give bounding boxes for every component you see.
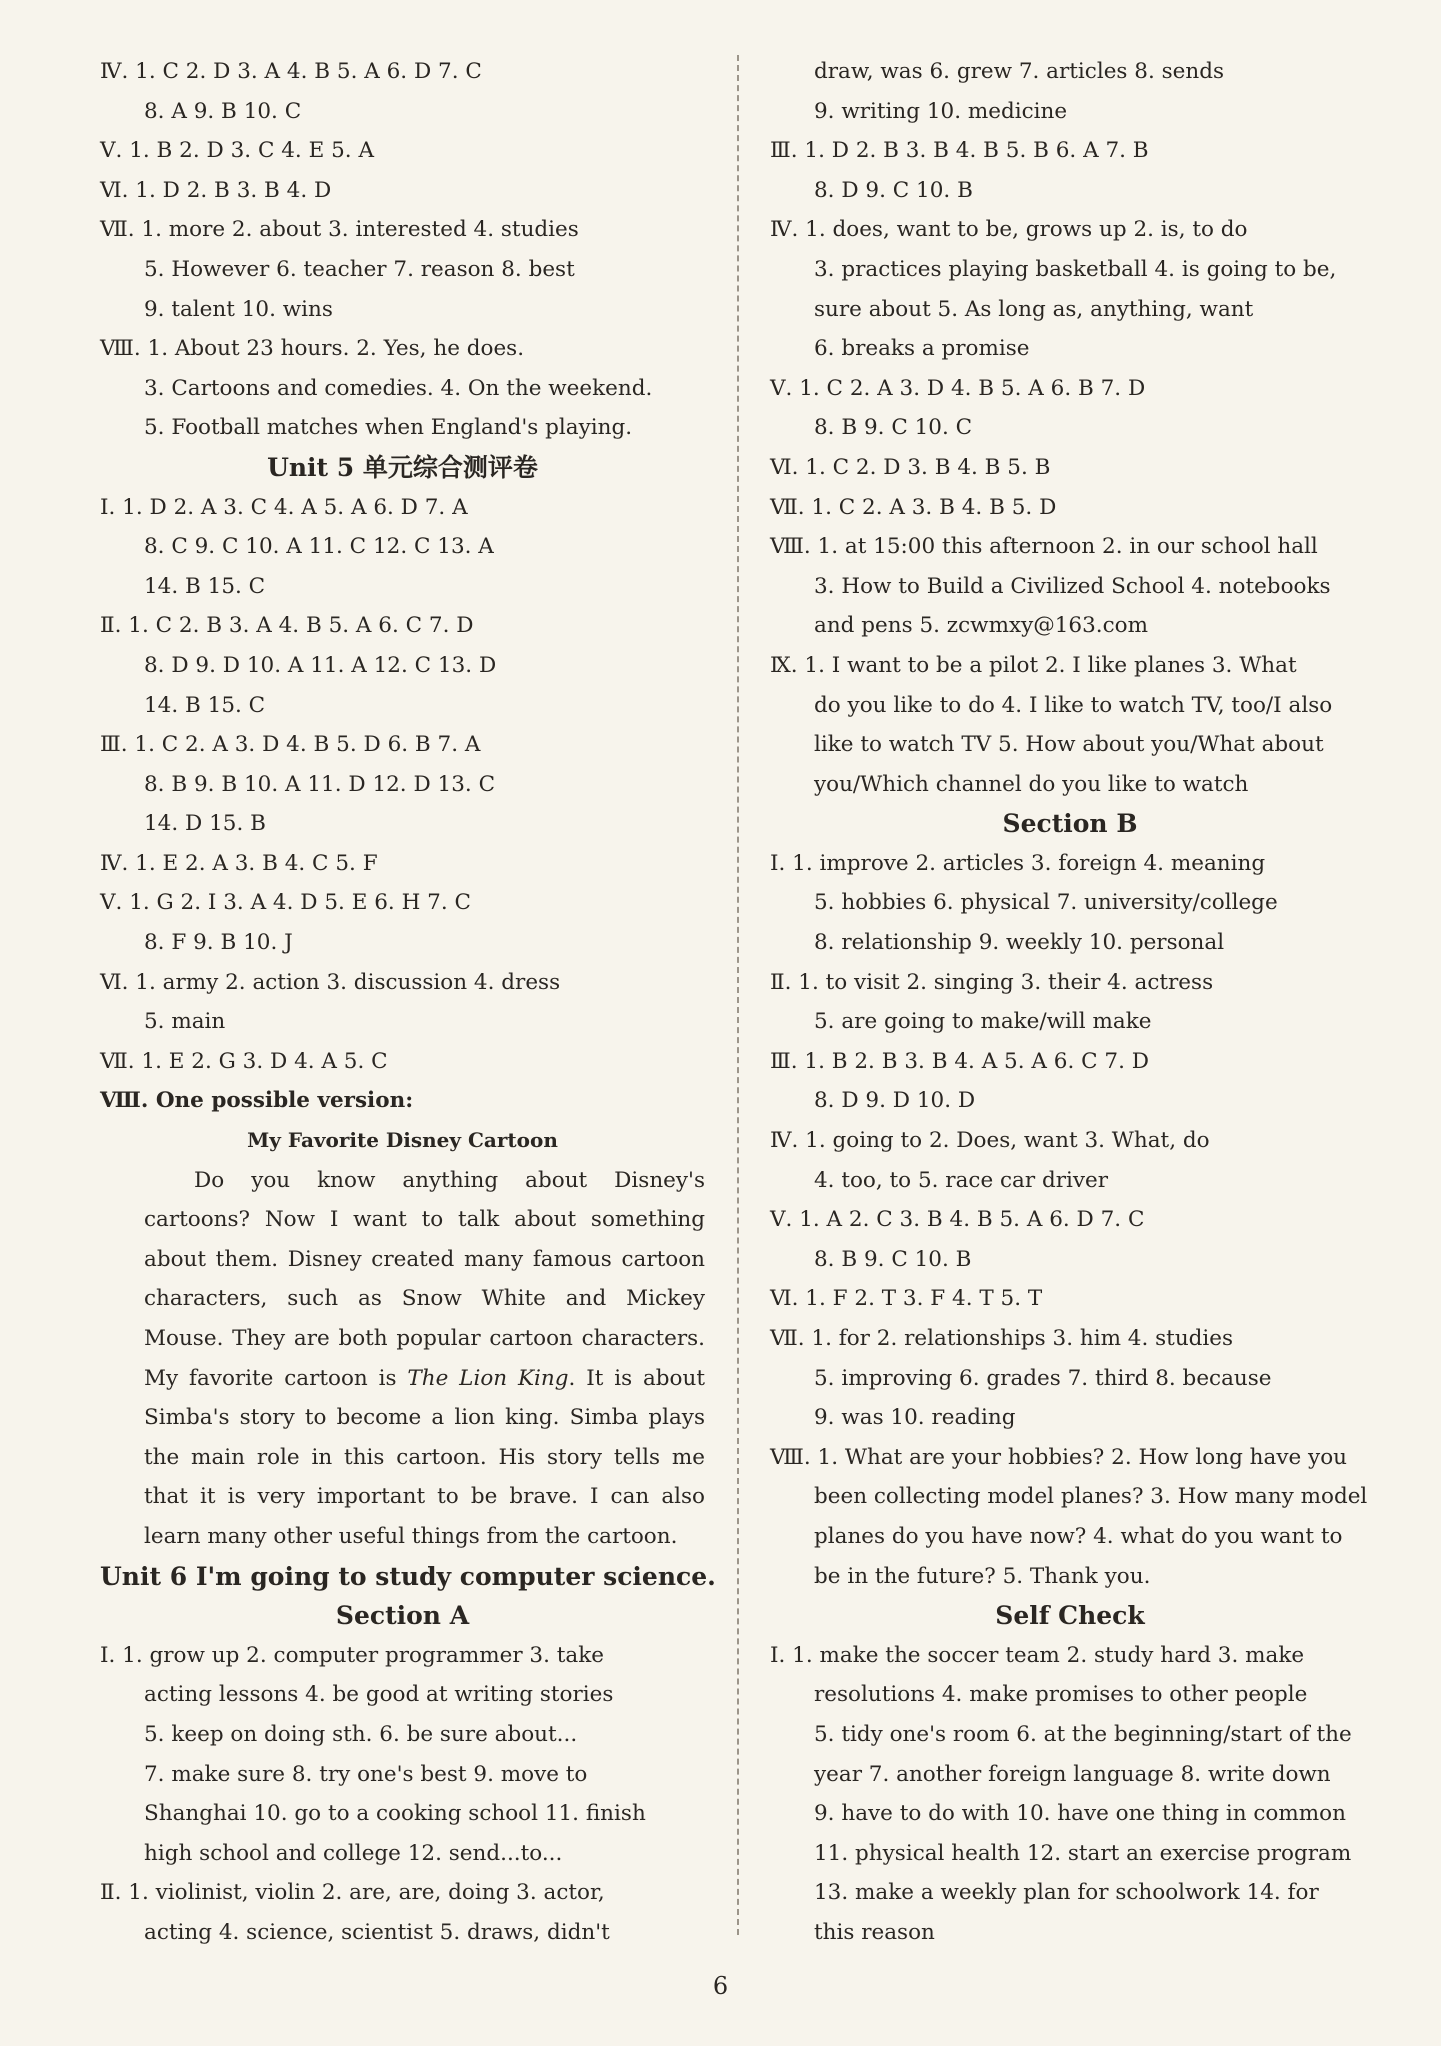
answer-line: Ⅳ. 1. C 2. D 3. A 4. B 5. A 6. D 7. C [100, 59, 482, 84]
left-column [100, 52, 716, 1953]
answer-line: Ⅲ. 1. B 2. B 3. B 4. A 5. A 6. C 7. D [770, 1048, 1149, 1074]
answer-line: 14. D 15. B [144, 811, 266, 837]
answer-line: 8. D 9. D 10. A 11. A 12. C 13. D [144, 652, 497, 678]
answer-line: Ⅵ. 1. D 2. B 3. B 4. D [100, 177, 332, 203]
answer-line: 5. improving 6. grades 7. third 8. because [814, 1365, 1272, 1391]
answer-line: Ⅴ. 1. G 2. I 3. A 4. D 5. E 6. H 7. C [100, 890, 471, 916]
right-column [770, 52, 1370, 1953]
answer-line: Shanghai 10. go to a cooking school 11. finish [144, 1801, 646, 1827]
essay-italic-title: The Lion King [407, 1365, 569, 1391]
self-check-heading: Self Check [995, 1601, 1145, 1631]
answer-line: 5. hobbies 6. physical 7. university/college [814, 890, 1278, 916]
essay-text: Do you know anything about Disney's cartoons? Now I want to talk about something about them. Disney created many famous cartoon characters, such as Snow White and Mickey Mouse. They are both popular cartoon characters. My favorite cartoon is [144, 1167, 705, 1391]
answer-line: Ⅷ. 1. What are your hobbies? 2. How long have you [770, 1444, 1347, 1470]
answer-line: 6. breaks a promise [814, 336, 1030, 362]
answer-line: Ⅸ. 1. I want to be a pilot 2. I like planes 3. What [770, 652, 1297, 678]
answer-line: 8. relationship 9. weekly 10. personal [814, 930, 1225, 956]
unit-5-heading: Unit 5 单元综合测评卷 [267, 452, 538, 482]
answer-line: 5. Football matches when England's playing. [144, 415, 633, 441]
answer-line: Ⅱ. 1. to visit 2. singing 3. their 4. actress [770, 969, 1214, 995]
answer-line: Ⅴ. 1. B 2. D 3. C 4. E 5. A [100, 138, 374, 164]
answer-line: 8. C 9. C 10. A 11. C 12. C 13. A [144, 534, 494, 560]
answer-line: 7. make sure 8. try one's best 9. move to [144, 1761, 588, 1787]
answer-line: Ⅲ. 1. C 2. A 3. D 4. B 5. D 6. B 7. A [100, 732, 481, 758]
answer-line: Ⅴ. 1. A 2. C 3. B 4. B 5. A 6. D 7. C [770, 1207, 1145, 1233]
answer-line: 3. How to Build a Civilized School 4. notebooks [814, 573, 1331, 599]
answer-line: draw, was 6. grew 7. articles 8. sends [814, 59, 1225, 84]
answer-line: Ⅳ. 1. does, want to be, grows up 2. is, to do [770, 217, 1248, 243]
answer-line: 8. F 9. B 10. J [144, 930, 293, 956]
answer-line: 8. D 9. D 10. D [814, 1088, 976, 1114]
answer-line: planes do you have now? 4. what do you want to [814, 1523, 1343, 1549]
writing-label: Ⅷ. One possible version: [100, 1088, 414, 1114]
answer-line: this reason [814, 1919, 935, 1945]
answer-line: acting lessons 4. be good at writing stories [144, 1682, 614, 1708]
answer-line: resolutions 4. make promises to other people [814, 1682, 1308, 1708]
answer-line: 14. B 15. C [144, 573, 266, 599]
answer-line: 5. main [144, 1009, 226, 1035]
answer-line: 11. physical health 12. start an exercise program [814, 1840, 1352, 1866]
page-number: 6 [712, 1972, 729, 2000]
answer-line: high school and college 12. send...to... [144, 1840, 563, 1866]
answer-line: Ⅴ. 1. C 2. A 3. D 4. B 5. A 6. B 7. D [770, 375, 1146, 401]
answer-line: sure about 5. As long as, anything, want [814, 296, 1254, 322]
essay-title: My Favorite Disney Cartoon [247, 1128, 558, 1153]
answer-line: 8. B 9. C 10. C [814, 415, 973, 441]
essay-text: . It is about Simba's story to become a lion king. Simba plays the main role in this cartoon. His story tells me that it is very important to be brave. I can also learn many other useful things from the cartoon. [144, 1365, 705, 1549]
answer-line: Ⅰ. 1. D 2. A 3. C 4. A 5. A 6. D 7. A [100, 494, 468, 520]
answer-line: 8. A 9. B 10. C [144, 98, 302, 124]
essay-body [100, 1161, 705, 1557]
answer-line: 4. too, to 5. race car driver [814, 1167, 1109, 1193]
answer-line: 9. talent 10. wins [144, 296, 333, 322]
answer-line: Ⅰ. 1. make the soccer team 2. study hard 3. make [770, 1642, 1305, 1668]
answer-line: Ⅱ. 1. C 2. B 3. A 4. B 5. A 6. C 7. D [100, 613, 474, 639]
answer-line: 3. Cartoons and comedies. 4. On the weekend. [144, 375, 653, 401]
answer-line: 8. B 9. C 10. B [814, 1246, 972, 1272]
answer-line: 8. D 9. C 10. B [814, 177, 973, 203]
answer-line: Ⅶ. 1. more 2. about 3. interested 4. studies [100, 217, 579, 243]
answer-line: Ⅶ. 1. for 2. relationships 3. him 4. studies [770, 1326, 1234, 1351]
answer-line: 5. are going to make/will make [814, 1009, 1152, 1035]
answer-line: 5. keep on doing sth. 6. be sure about... [144, 1721, 578, 1747]
answer-line: Ⅰ. 1. improve 2. articles 3. foreign 4. meaning [770, 850, 1266, 876]
answer-line: year 7. another foreign language 8. write down [814, 1761, 1331, 1787]
answer-line: Ⅳ. 1. going to 2. Does, want 3. What, do [770, 1128, 1210, 1154]
column-divider [737, 55, 739, 1935]
answer-line: Ⅲ. 1. D 2. B 3. B 4. B 5. B 6. A 7. B [770, 138, 1149, 164]
answer-line: like to watch TV 5. How about you/What about [814, 732, 1324, 758]
answer-line: Ⅵ. 1. C 2. D 3. B 4. B 5. B [770, 454, 1051, 480]
answer-line: 13. make a weekly plan for schoolwork 14. for [814, 1880, 1319, 1906]
answer-line: be in the future? 5. Thank you. [814, 1563, 1151, 1589]
answer-line: Ⅱ. 1. violinist, violin 2. are, are, doing 3. actor, [100, 1880, 605, 1906]
answer-line: acting 4. science, scientist 5. draws, didn't [144, 1919, 610, 1945]
answer-line: Ⅶ. 1. C 2. A 3. B 4. B 5. D [770, 494, 1057, 520]
section-a-heading: Section A [335, 1601, 470, 1631]
answer-line: been collecting model planes? 3. How many model [814, 1484, 1368, 1510]
answer-line: Ⅳ. 1. E 2. A 3. B 4. C 5. F [100, 850, 378, 876]
answer-line: 9. was 10. reading [814, 1405, 1016, 1431]
answer-line: 14. B 15. C [144, 692, 266, 718]
answer-line: 9. have to do with 10. have one thing in common [814, 1801, 1346, 1827]
answer-line: you/Which channel do you like to watch [814, 771, 1249, 797]
answer-line: Ⅵ. 1. F 2. T 3. F 4. T 5. T [770, 1286, 1043, 1312]
answer-line: 3. practices playing basketball 4. is going to be, [814, 256, 1337, 282]
answer-line: Ⅷ. 1. at 15:00 this afternoon 2. in our school hall [770, 534, 1318, 560]
answer-line: Ⅵ. 1. army 2. action 3. discussion 4. dress [100, 969, 561, 995]
answer-line: Ⅰ. 1. grow up 2. computer programmer 3. take [100, 1642, 604, 1668]
section-b-heading: Section B [1002, 809, 1138, 839]
answer-line: 5. However 6. teacher 7. reason 8. best [144, 256, 575, 282]
answer-line: 9. writing 10. medicine [814, 98, 1068, 124]
answer-line: Ⅷ. 1. About 23 hours. 2. Yes, he does. [100, 336, 525, 362]
answer-line: Ⅶ. 1. E 2. G 3. D 4. A 5. C [100, 1048, 388, 1074]
answer-line: and pens 5. zcwmxy@163.com [814, 613, 1148, 639]
unit-6-heading: Unit 6 I'm going to study computer science. [100, 1561, 716, 1591]
answer-line: 8. B 9. B 10. A 11. D 12. D 13. C [144, 771, 496, 797]
answer-line: 5. tidy one's room 6. at the beginning/start of the [814, 1721, 1352, 1747]
answer-line: do you like to do 4. I like to watch TV, too/I also [814, 692, 1333, 718]
